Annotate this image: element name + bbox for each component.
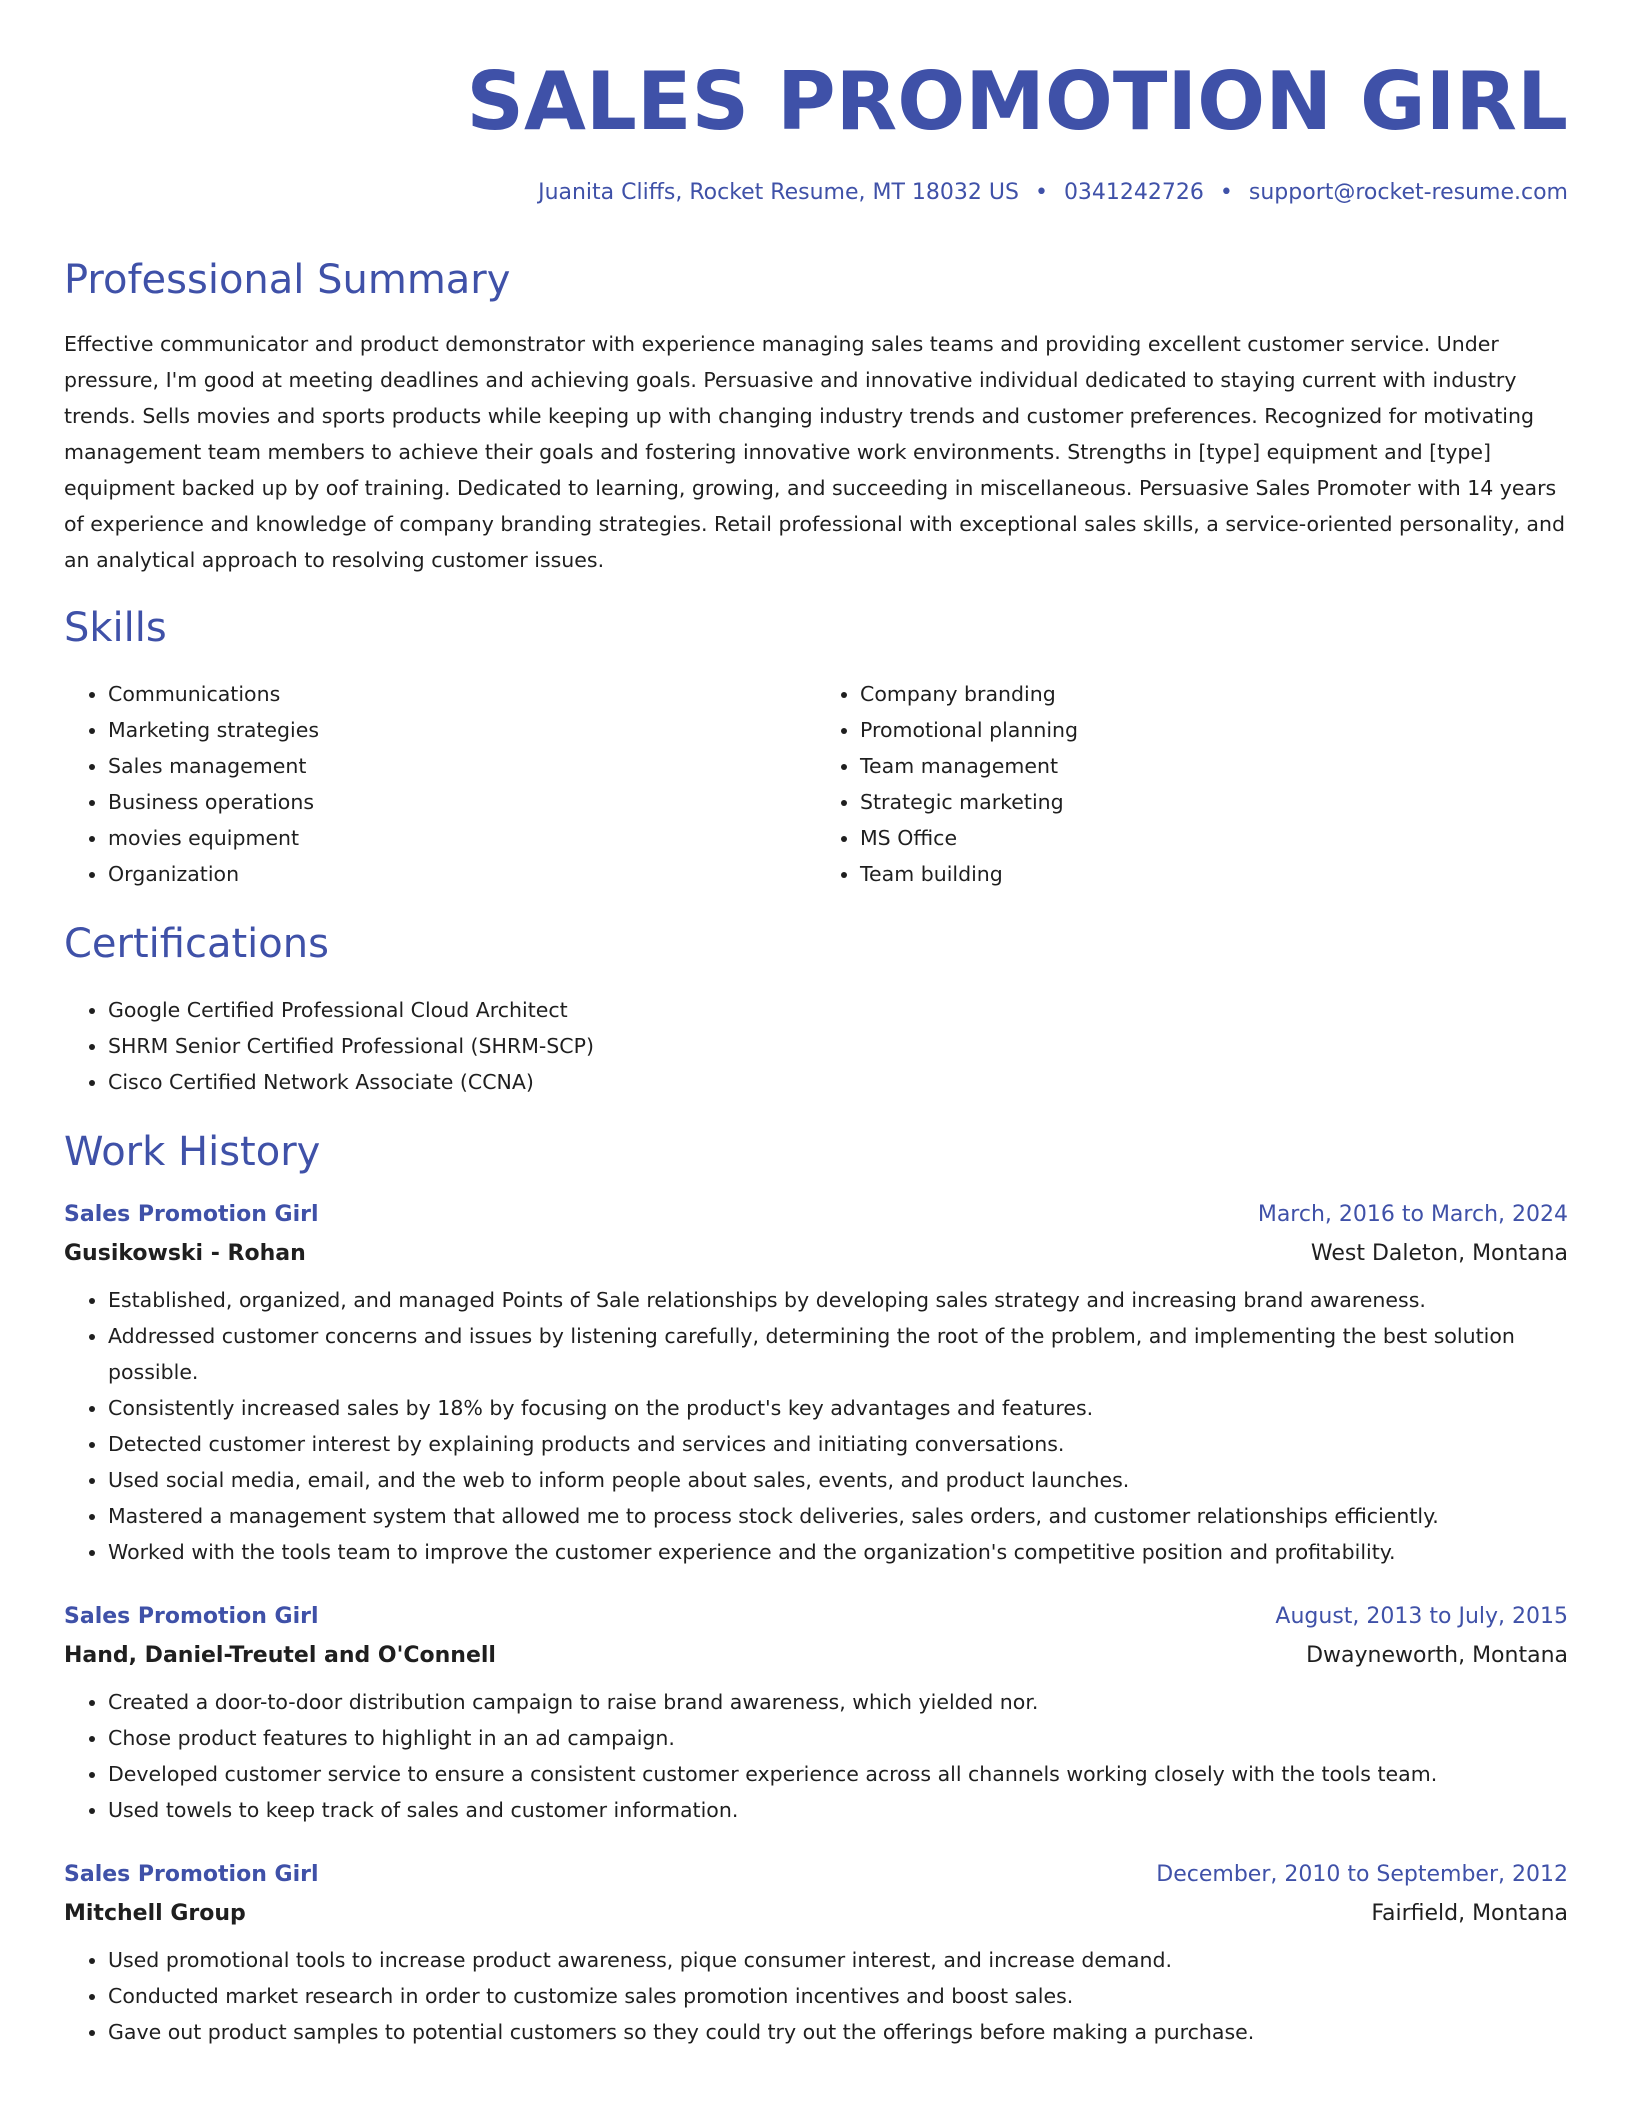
job-bullet: • Created a door-to-door distribution campaign to raise brand awareness, which yielded nor.: [108, 1684, 1568, 1720]
contact-line: [64, 182, 1568, 204]
job-dates: March, 2016 to March, 2024: [1257, 1202, 1568, 1227]
job-bullet: • Chose product features to highlight in an ad campaign.: [108, 1720, 1568, 1756]
contact-separator: •: [1219, 180, 1233, 205]
skill-item: • Company branding: [860, 676, 1568, 712]
job-entry: [64, 1862, 1568, 2050]
contact-email: support@rocket-resume.com: [1248, 180, 1568, 205]
job-location: Fairfield, Montana: [1371, 1901, 1568, 1926]
skill-item: • Organization: [108, 856, 816, 892]
job-bullets: [64, 1282, 1568, 1570]
job-subheader: [64, 1643, 1568, 1668]
skill-item: • Sales management: [108, 748, 816, 784]
skill-item: • Business operations: [108, 784, 816, 820]
skills-list-left: [64, 676, 816, 892]
job-header: [64, 1604, 1568, 1629]
candidate-name: SALES PROMOTION GIRL: [466, 55, 1568, 148]
job-bullet: • Mastered a management system that allowed me to process stock deliveries, sales orders, and customer relationships efficiently.: [108, 1498, 1568, 1534]
job-company: Hand, Daniel-Treutel and O'Connell: [64, 1643, 496, 1668]
job-title: Sales Promotion Girl: [64, 1604, 319, 1629]
contact-address: Juanita Cliffs, Rocket Resume, MT 18032 US: [538, 180, 1019, 205]
job-subheader: [64, 1241, 1568, 1266]
job-bullet: • Used promotional tools to increase product awareness, pique consumer interest, and increase demand.: [108, 1942, 1568, 1978]
job-header: [64, 1862, 1568, 1887]
summary-text: Effective communicator and product demonstrator with experience managing sales teams and providing excellent customer service. Under pressure, I'm good at meeting deadlines and achieving goals. Persuasive and innovative individual dedicated to staying current with industry trends. Sells movies and sports products while keeping up with changing industry trends and customer preferences. Recognized for motivating management team members to achieve their goals and fostering innovative work environments. Strengths in [type] equipment and [type] equipment backed up by oof training. Dedicated to learning, growing, and succeeding in miscellaneous. Persuasive Sales Promoter with 14 years of experience and knowledge of company branding strategies. Retail professional with exceptional sales skills, a service-oriented personality, and an analytical approach to resolving customer issues.: [64, 332, 1565, 572]
certifications-heading: Certifications: [64, 921, 329, 967]
skill-item: • Team building: [860, 856, 1568, 892]
job-entry: [64, 1604, 1568, 1828]
job-bullet: • Gave out product samples to potential customers so they could try out the offerings before making a purchase.: [108, 2014, 1568, 2050]
certifications-list: [64, 992, 1568, 1100]
job-entry: [64, 1202, 1568, 1570]
job-bullet: • Established, organized, and managed Points of Sale relationships by developing sales strategy and increasing brand awareness.: [108, 1282, 1568, 1318]
job-bullet: • Detected customer interest by explaining products and services and initiating conversations.: [108, 1426, 1568, 1462]
job-bullet: • Conducted market research in order to customize sales promotion incentives and boost sales.: [108, 1978, 1568, 2014]
job-header: [64, 1202, 1568, 1227]
job-location: West Daleton, Montana: [1310, 1241, 1568, 1266]
skills-heading: Skills: [64, 605, 167, 651]
contact-phone: 0341242726: [1063, 180, 1204, 205]
job-title: Sales Promotion Girl: [64, 1862, 319, 1887]
skill-item: • Marketing strategies: [108, 712, 816, 748]
job-subheader: [64, 1901, 1568, 1926]
skill-item: • Strategic marketing: [860, 784, 1568, 820]
contact-separator: •: [1034, 180, 1048, 205]
job-company: Mitchell Group: [64, 1901, 246, 1926]
job-bullet: • Used social media, email, and the web to inform people about sales, events, and product launches.: [108, 1462, 1568, 1498]
certification-item: • Cisco Certified Network Associate (CCNA): [108, 1064, 1568, 1100]
job-company: Gusikowski - Rohan: [64, 1241, 306, 1266]
job-bullets: [64, 1684, 1568, 1828]
skill-item: • Team management: [860, 748, 1568, 784]
job-title: Sales Promotion Girl: [64, 1202, 319, 1227]
job-bullet: • Addressed customer concerns and issues by listening carefully, determining the root of the problem, and implementing the best solution possible.: [108, 1318, 1568, 1390]
skills-columns: [64, 676, 1568, 892]
job-bullet: • Consistently increased sales by 18% by focusing on the product's key advantages and features.: [108, 1390, 1568, 1426]
job-bullet: • Used towels to keep track of sales and customer information.: [108, 1792, 1568, 1828]
job-bullets: [64, 1942, 1568, 2050]
job-dates: August, 2013 to July, 2015: [1275, 1604, 1568, 1629]
skill-item: • MS Office: [860, 820, 1568, 856]
job-dates: December, 2010 to September, 2012: [1156, 1862, 1568, 1887]
job-bullet: • Developed customer service to ensure a consistent customer experience across all channels working closely with the tools team.: [108, 1756, 1568, 1792]
summary-heading: Professional Summary: [64, 257, 511, 303]
skill-item: • movies equipment: [108, 820, 816, 856]
job-bullet: • Worked with the tools team to improve the customer experience and the organization's competitive position and profitability.: [108, 1534, 1568, 1570]
job-location: Dwayneworth, Montana: [1306, 1643, 1568, 1668]
resume-page: [64, 0, 1568, 2050]
skill-item: • Communications: [108, 676, 816, 712]
skill-item: • Promotional planning: [860, 712, 1568, 748]
work-history-heading: Work History: [64, 1129, 321, 1175]
certification-item: • Google Certified Professional Cloud Architect: [108, 992, 1568, 1028]
certification-item: • SHRM Senior Certified Professional (SHRM-SCP): [108, 1028, 1568, 1064]
skills-list-right: [816, 676, 1568, 892]
